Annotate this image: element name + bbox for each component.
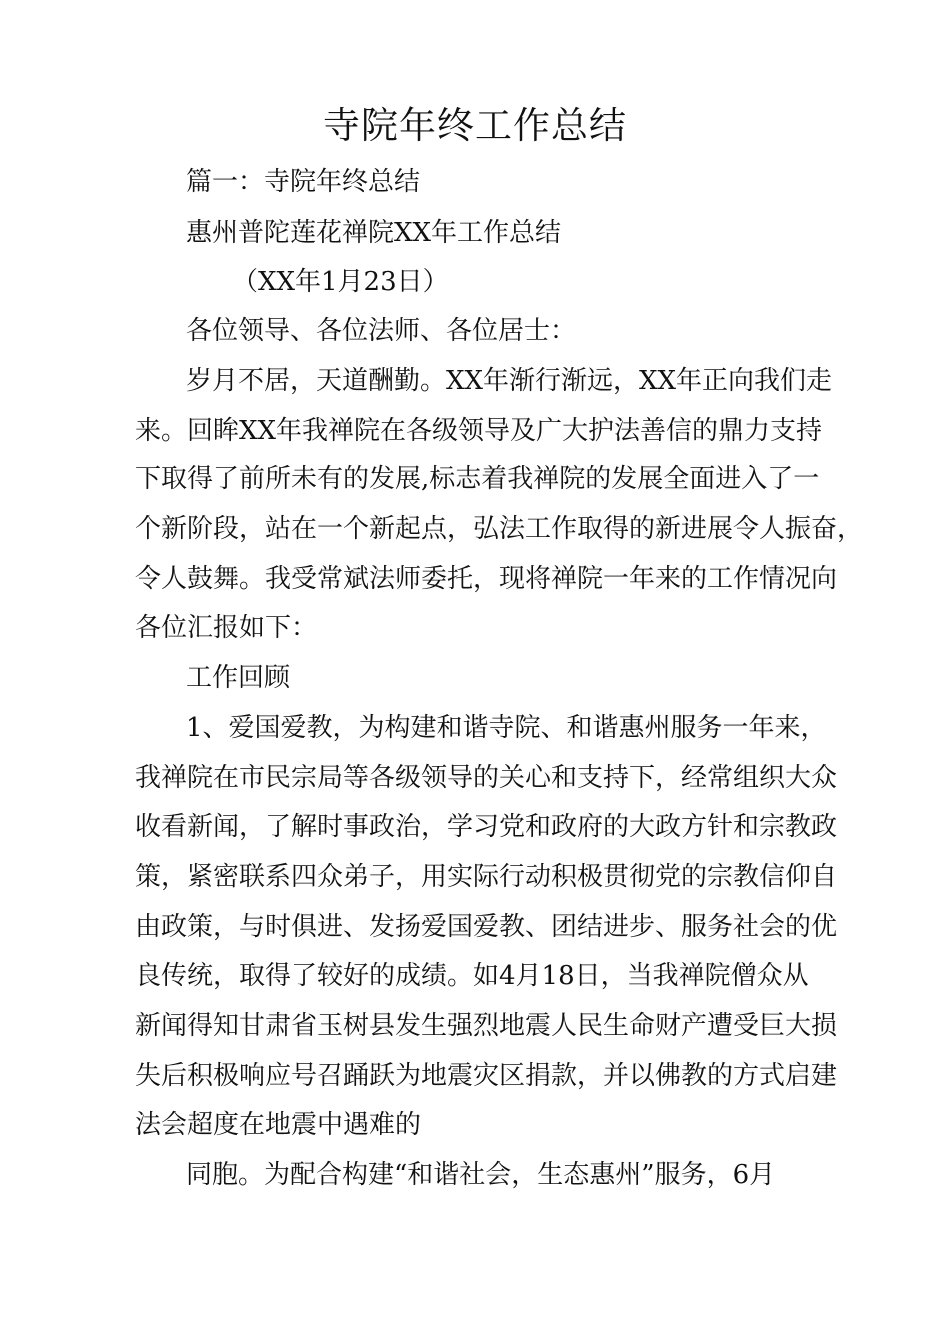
paragraph-line: 我禅院在市民宗局等各级领导的关心和支持下，经常组织大众 <box>135 763 838 793</box>
paragraph-line: 失后积极响应号召踊跃为地震灾区捐款，并以佛教的方式启建 <box>135 1061 838 1091</box>
paragraph-line: 来。回眸XX年我禅院在各级领导及广大护法善信的鼎力支持 <box>135 416 823 446</box>
paragraph-line: 由政策，与时俱进、发扬爱国爱教、团结进步、服务社会的优 <box>135 912 838 942</box>
paragraph-line: 1、爱国爱教，为构建和谐寺院、和谐惠州服务一年来， <box>186 713 827 743</box>
paragraph-line: 下取得了前所未有的发展,标志着我禅院的发展全面进入了一 <box>135 464 820 494</box>
section-heading: 篇一：寺院年终总结 <box>186 167 421 197</box>
document-title: 寺院年终工作总结 <box>323 104 627 147</box>
paragraph-line: 各位汇报如下： <box>135 613 318 643</box>
paragraph-line: 收看新闻，了解时事政治，学习党和政府的大政方针和宗教政 <box>135 812 838 842</box>
paragraph-line: 法会超度在地震中遇难的 <box>135 1110 422 1140</box>
salutation: 各位领导、各位法师、各位居士： <box>186 316 577 346</box>
paragraph-line: 良传统，取得了较好的成绩。如4月18日，当我禅院僧众从 <box>135 961 809 991</box>
report-title: 惠州普陀莲花禅院XX年工作总结 <box>186 218 562 248</box>
paragraph-line: 岁月不居，天道酬勤。XX年渐行渐远，XX年正向我们走 <box>186 366 833 396</box>
subsection-heading: 工作回顾 <box>186 663 291 693</box>
paragraph-line: 策，紧密联系四众弟子，用实际行动积极贯彻党的宗教信仰自 <box>135 862 838 892</box>
paragraph-line: 令人鼓舞。我受常斌法师委托，现将禅院一年来的工作情况向 <box>135 564 838 594</box>
report-date: （XX年1月23日） <box>232 267 449 297</box>
paragraph-line: 同胞。为配合构建“和谐社会，生态惠州”服务，6月 <box>186 1160 776 1190</box>
paragraph-line: 新闻得知甘肃省玉树县发生强烈地震人民生命财产遭受巨大损 <box>135 1011 838 1041</box>
paragraph-line: 个新阶段，站在一个新起点，弘法工作取得的新进展令人振奋， <box>135 514 864 544</box>
